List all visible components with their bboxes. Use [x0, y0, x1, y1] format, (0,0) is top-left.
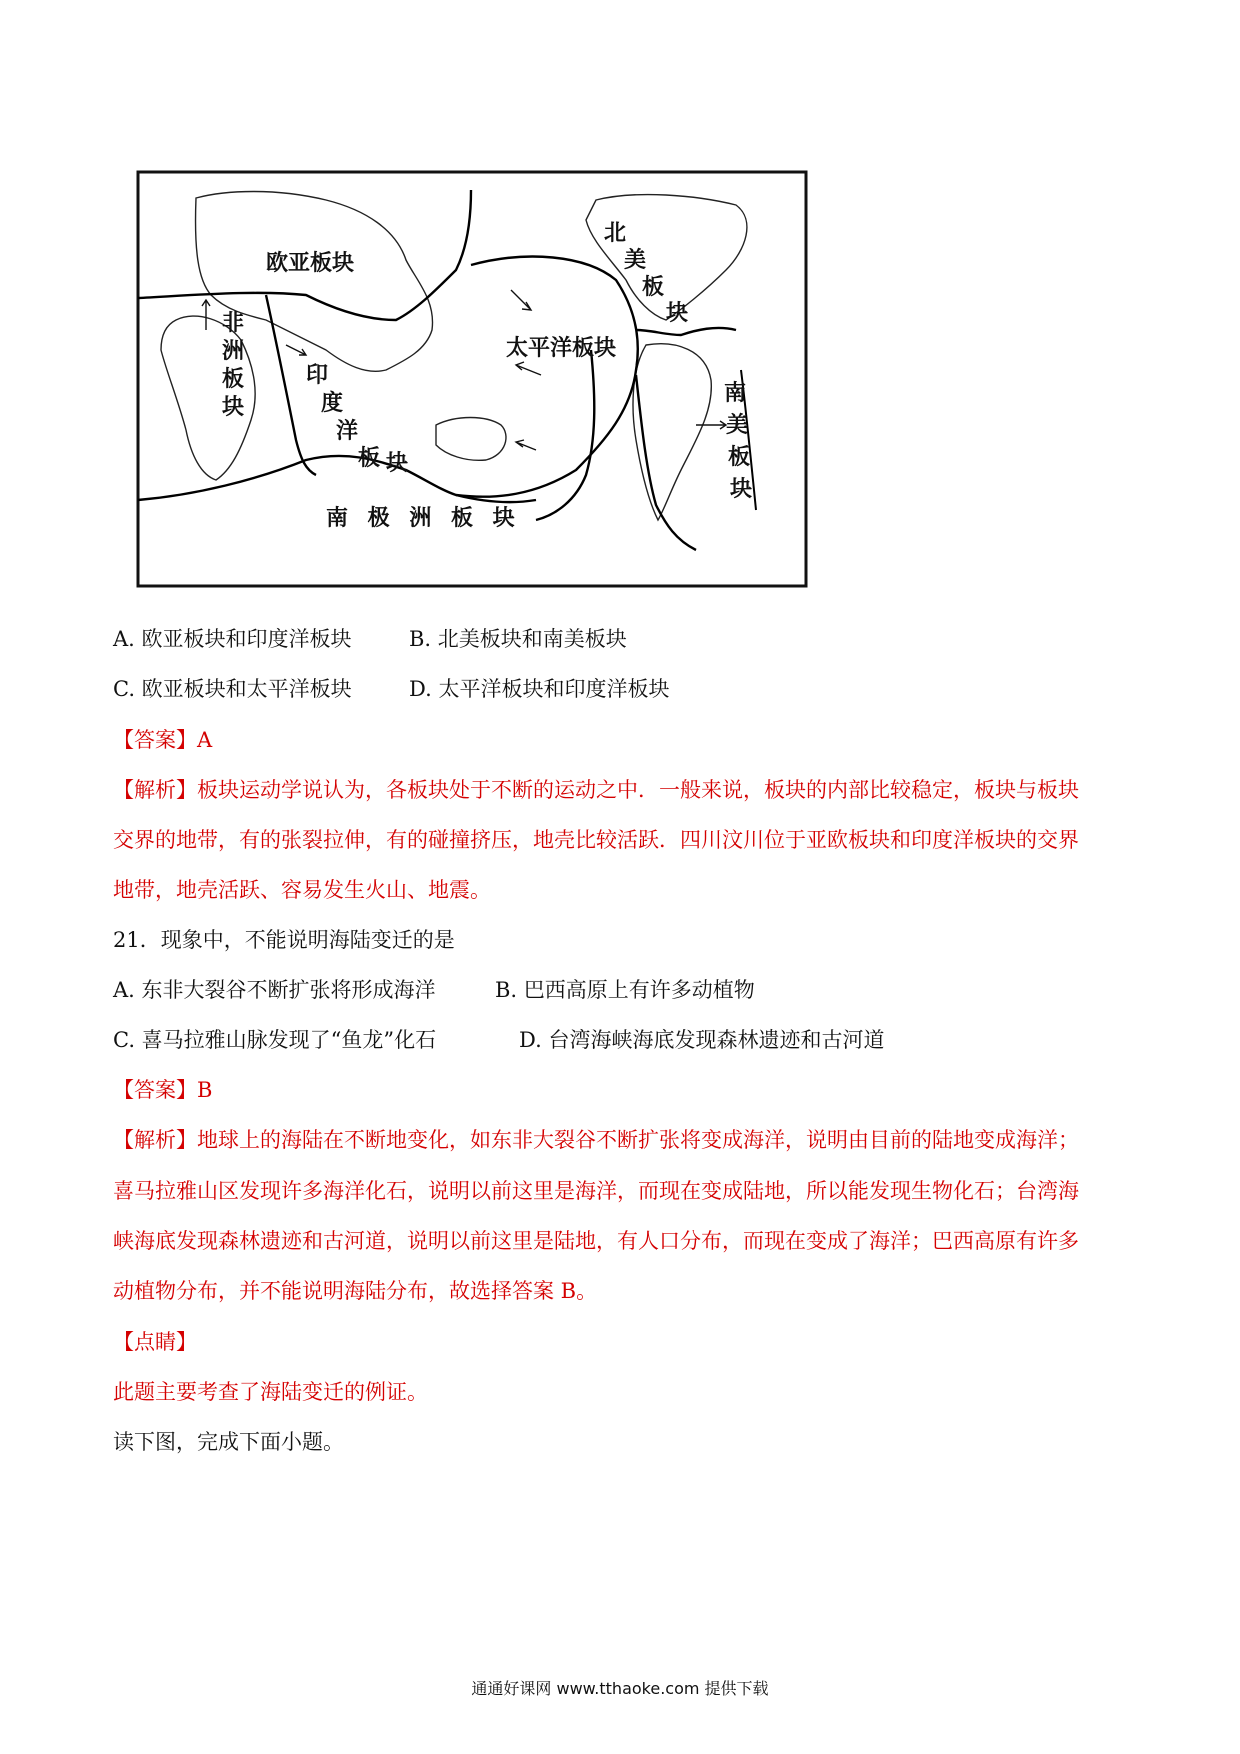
q20-analysis-line-3: 地带，地壳活跃、容易发生火山、地震。 — [113, 878, 491, 902]
q21-comment-tag: 【点睛】 — [113, 1330, 197, 1354]
na-char: 板 — [642, 275, 665, 300]
indian-char: 洋 — [336, 419, 359, 444]
q20-analysis-line-1 — [113, 775, 1079, 805]
q21-options-row-2 — [113, 1025, 884, 1055]
q21-analysis-line-2: 喜马拉雅山区发现许多海洋化石，说明以前这里是海洋，而现在变成陆地，所以能发现生物化石；台湾海 — [113, 1179, 1079, 1203]
answer-value: A — [197, 728, 213, 752]
q21-options-row-1 — [113, 975, 755, 1005]
answer-value: B — [197, 1078, 213, 1102]
q20-analysis-line-2: 交界的地带，有的张裂拉伸，有的碰撞挤压，地壳比较活跃．四川汶川位于亚欧板块和印度洋板块的交界 — [113, 828, 1079, 852]
q21-option-a: A. 东非大裂谷不断扩张将形成海洋 — [113, 978, 436, 1002]
q21-analysis-line-3: 峡海底发现森林遗迹和古河道，说明以前这里是陆地，有人口分布，而现在变成了海洋；巴西高原有许多 — [113, 1229, 1079, 1253]
indian-char: 印 — [306, 363, 329, 388]
label-antarctic-plate: 南 极 洲 板 块 — [326, 506, 521, 531]
indian-char: 度 — [321, 391, 344, 416]
analysis-text: 板块运动学说认为，各板块处于不断的运动之中．一般来说，板块的内部比较稳定，板块与板块 — [197, 778, 1079, 802]
q21-option-c: C. 喜马拉雅山脉发现了“鱼龙”化石 — [113, 1028, 437, 1052]
analysis-tag: 【解析】 — [113, 1128, 197, 1152]
label-pacific-plate: 太平洋板块 — [506, 336, 617, 361]
next-question-intro: 读下图，完成下面小题。 — [113, 1430, 344, 1454]
q21-option-b: B. 巴西高原上有许多动植物 — [495, 978, 755, 1002]
answer-tag: 【答案】 — [113, 1078, 197, 1102]
q21-answer — [113, 1075, 212, 1105]
q20-options-row-2 — [113, 674, 669, 704]
q20-answer — [113, 725, 212, 755]
african-char: 非 — [222, 311, 245, 336]
answer-tag: 【答案】 — [113, 728, 197, 752]
na-char: 美 — [624, 248, 647, 273]
sa-char: 板 — [728, 445, 751, 470]
analysis-text: 地球上的海陆在不断地变化，如东非大裂谷不断扩张将变成海洋，说明由目前的陆地变成海洋； — [197, 1128, 1079, 1152]
sa-char: 南 — [724, 381, 747, 406]
q20-option-a: A. 欧亚板块和印度洋板块 — [113, 627, 352, 651]
african-char: 板 — [222, 367, 245, 392]
african-char: 洲 — [222, 339, 245, 364]
q20-options-row-1 — [113, 624, 627, 654]
african-char: 块 — [222, 395, 245, 420]
plate-map — [136, 170, 808, 588]
indian-char: 块 — [386, 451, 409, 476]
q21-option-d: D. 台湾海峡海底发现森林遗迹和古河道 — [519, 1028, 885, 1052]
indian-char: 板 — [358, 446, 381, 471]
na-char: 北 — [604, 221, 627, 246]
plate-map-figure — [136, 170, 808, 588]
q21-comment: 此题主要考查了海陆变迁的例证。 — [113, 1380, 428, 1404]
q21-analysis-line-4: 动植物分布，并不能说明海陆分布，故选择答案 B。 — [113, 1279, 598, 1303]
na-char: 块 — [666, 301, 689, 326]
sa-char: 美 — [726, 413, 749, 438]
q20-option-d: D. 太平洋板块和印度洋板块 — [409, 677, 670, 701]
label-eurasian-plate: 欧亚板块 — [266, 251, 355, 276]
q21-stem: 21．现象中，不能说明海陆变迁的是 — [113, 928, 455, 952]
page-footer: 通通好课网 www.tthaoke.com 提供下载 — [471, 1679, 769, 1698]
q21-analysis-line-1 — [113, 1125, 1079, 1155]
q20-option-b: B. 北美板块和南美板块 — [409, 627, 627, 651]
q20-option-c: C. 欧亚板块和太平洋板块 — [113, 677, 352, 701]
analysis-tag: 【解析】 — [113, 778, 197, 802]
sa-char: 块 — [730, 477, 753, 502]
